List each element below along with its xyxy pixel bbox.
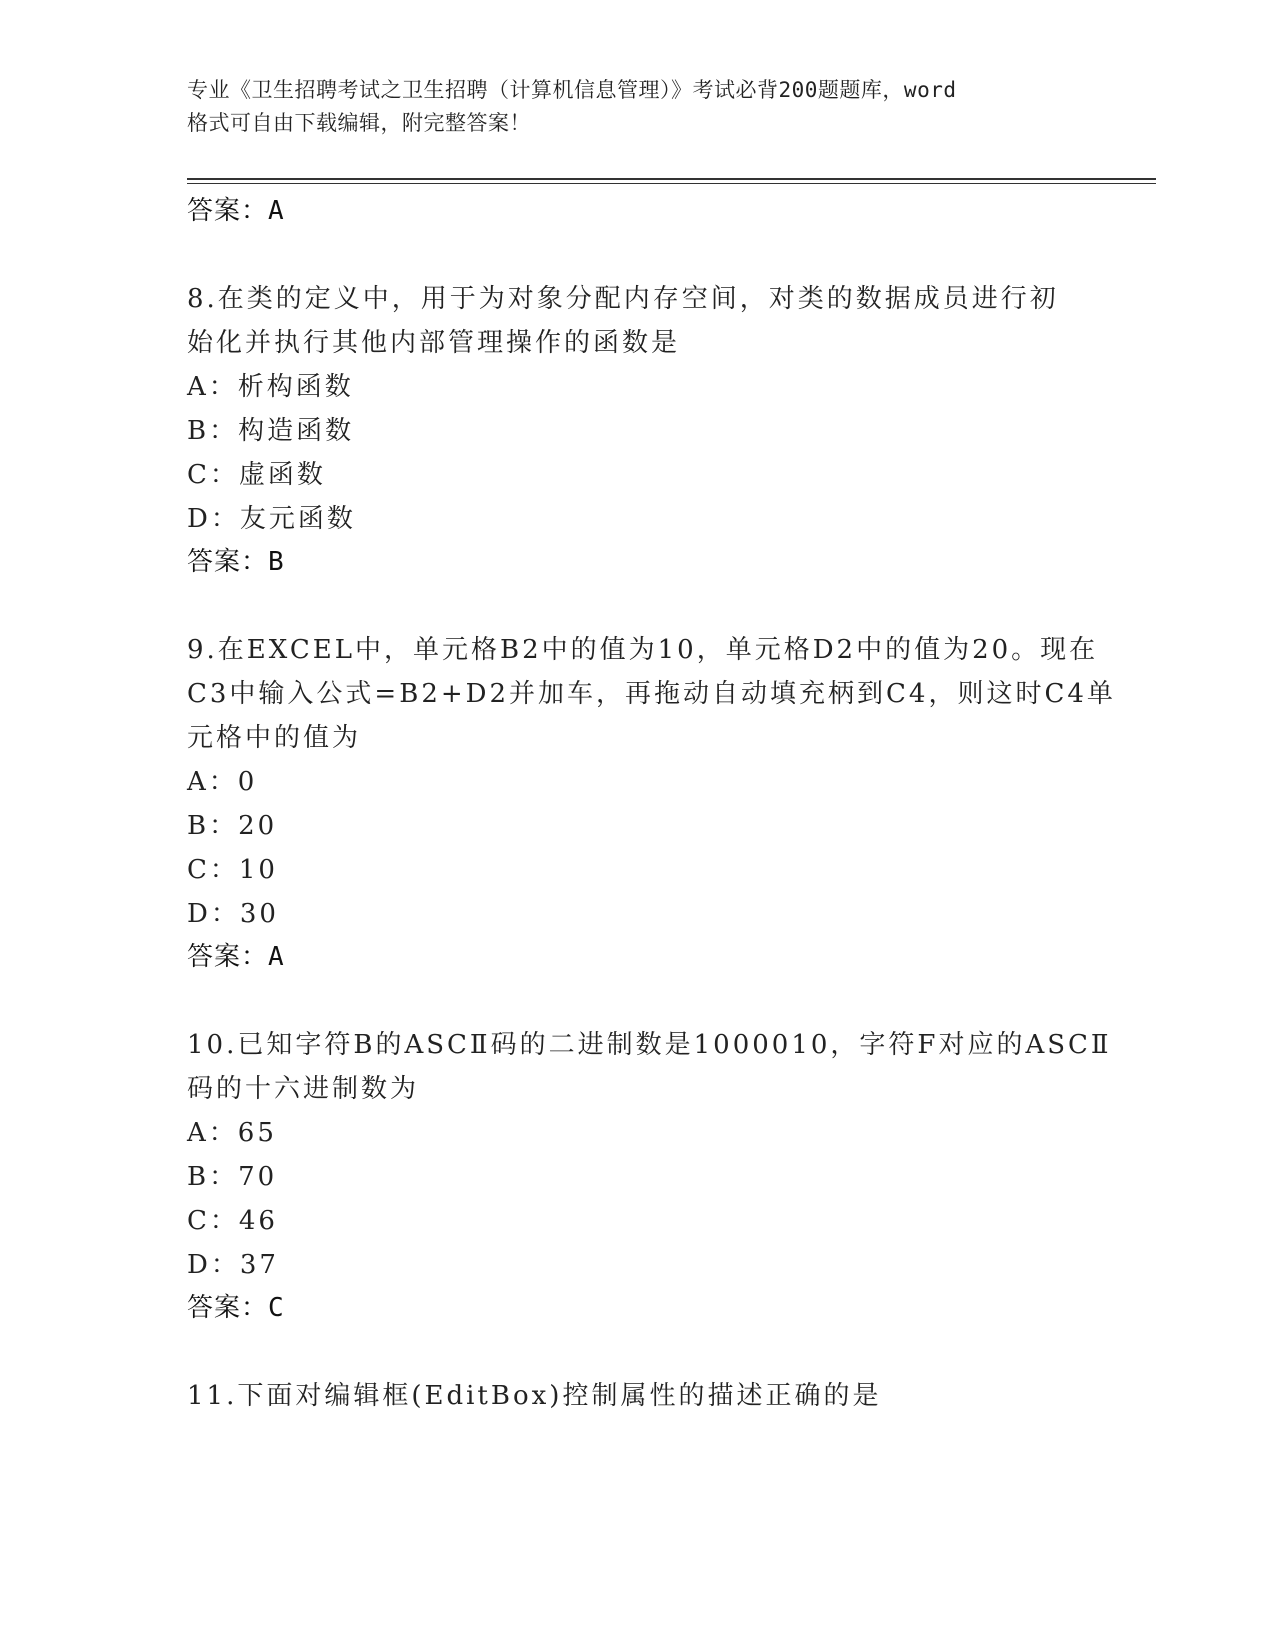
- q10-option-b: B：70: [187, 1162, 278, 1192]
- q9-text-line-3: 元格中的值为: [187, 723, 362, 753]
- header-rule: [187, 178, 1156, 180]
- q9-option-c: C：10: [187, 855, 278, 885]
- q8-text-line-1: 8.在类的定义中，用于为对象分配内存空间，对类的数据成员进行初: [187, 284, 1059, 314]
- q10-answer: 答案：C: [187, 1293, 285, 1323]
- q8-option-c: C：虚函数: [187, 460, 326, 490]
- q8-answer: 答案：B: [187, 547, 285, 577]
- q10-option-c: C：46: [187, 1206, 278, 1236]
- header-line-1: 专业《卫生招聘考试之卫生招聘（计算机信息管理）》考试必背200题题库，word: [187, 78, 957, 102]
- q9-option-b: B：20: [187, 811, 278, 841]
- q8-text-line-2: 始化并执行其他内部管理操作的函数是: [187, 328, 681, 358]
- header-rule-thin: [187, 183, 1156, 184]
- q8-option-a: A：析构函数: [187, 372, 354, 402]
- header-line-2: 格式可自由下载编辑，附完整答案！: [187, 111, 531, 135]
- q9-option-d: D：30: [187, 899, 279, 929]
- q9-text-line-1: 9.在EXCEL中，单元格B2中的值为10，单元格D2中的值为20。现在: [187, 635, 1099, 665]
- q8-option-d: D：友元函数: [187, 504, 356, 534]
- q10-text-line-2: 码的十六进制数为: [187, 1074, 420, 1104]
- answer-prev: 答案：A: [187, 196, 285, 226]
- q10-option-a: A：65: [187, 1118, 277, 1148]
- document-header: [187, 74, 1087, 140]
- q9-text-line-2: C3中输入公式=B2+D2并加车，再拖动自动填充柄到C4，则这时C4单: [187, 679, 1116, 709]
- q9-answer: 答案：A: [187, 942, 285, 972]
- q9-option-a: A：0: [187, 767, 258, 797]
- q10-text-line-1: 10.已知字符B的ASCⅡ码的二进制数是1000010，字符F对应的ASCⅡ: [187, 1030, 1112, 1060]
- q8-option-b: B：构造函数: [187, 416, 355, 446]
- q11-text-line-1: 11.下面对编辑框(EditBox)控制属性的描述正确的是: [187, 1381, 882, 1411]
- q10-option-d: D：37: [187, 1250, 279, 1280]
